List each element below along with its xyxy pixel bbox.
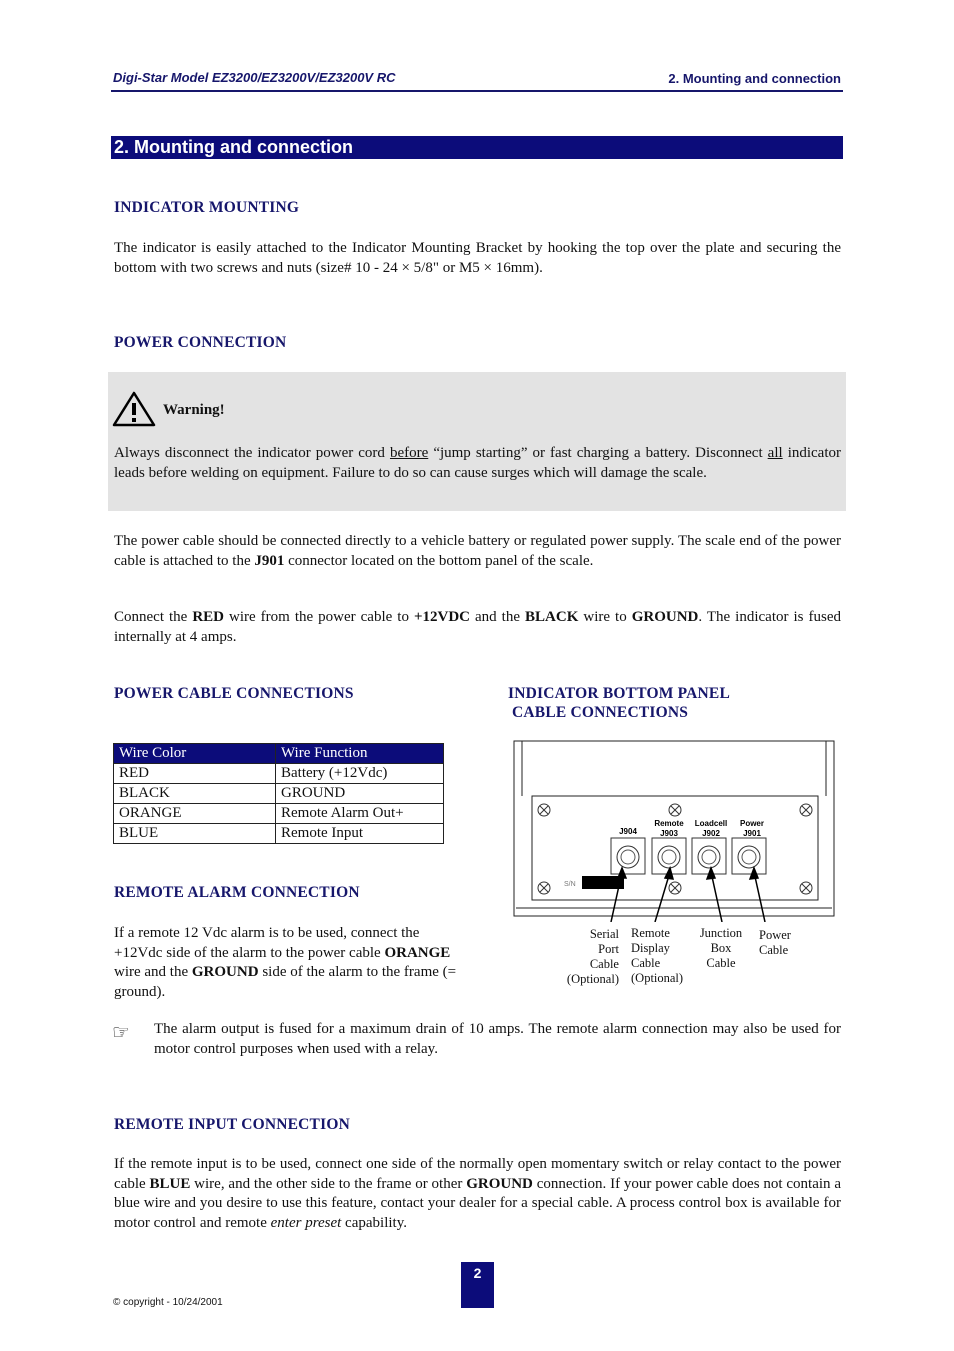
warning-text: Always disconnect the indicator power cord before “jump starting” or fast charging a battery. Disconnect all indicator leads before welding on equipment. Failure to do so can cause surges which will damage the scale. <box>114 445 842 481</box>
connector-label: J902 <box>702 829 720 838</box>
table-header-cell: Wire Function <box>276 744 444 764</box>
header-rule <box>111 90 843 92</box>
remote-alarm-note: The alarm output is fused for a maximum drain of 10 amps. The remote alarm connection may also be used for motor control purposes when used with a relay. <box>154 1021 841 1057</box>
indicator-mounting-text: The indicator is easily attached to the Indicator Mounting Bracket by hooking the top over the plate and securing the bottom with two screws and nuts (size# 10 - 24 × 5/8" or M5 × 16mm). <box>114 240 841 276</box>
table-cell: Battery (+12Vdc) <box>276 764 444 784</box>
callout-serial-port: Serial Port Cable (Optional) <box>566 927 619 986</box>
warning-title: Warning! <box>163 402 225 418</box>
header-title: Digi-Star Model EZ3200/EZ3200V/EZ3200V RC <box>113 70 396 85</box>
power-cable-table <box>113 743 444 844</box>
table-row <box>114 804 444 824</box>
indicator-mounting-heading: INDICATOR MOUNTING <box>114 199 300 216</box>
bottom-panel-heading-2: CABLE CONNECTIONS <box>512 704 689 721</box>
power-para-1: The power cable should be connected directly to a vehicle battery or regulated power supply. The scale end of the power cable is attached to the J901 connector located on the bottom panel of the scale. <box>114 533 841 569</box>
connector-label: J903 <box>660 829 678 838</box>
warning-box <box>108 372 846 511</box>
table-cell: BLUE <box>114 824 276 844</box>
connector-label: Remote <box>654 819 684 828</box>
table-cell: RED <box>114 764 276 784</box>
connector-label: Power <box>739 819 765 828</box>
table-cell: ORANGE <box>114 804 276 824</box>
connector-label: Loadcell <box>694 819 728 828</box>
remote-input-heading: REMOTE INPUT CONNECTION <box>114 1116 350 1133</box>
remote-alarm-text: If a remote 12 Vdc alarm is to be used, connect the +12Vdc side of the alarm to the power cable ORANGE wire and the GROUND side of the alarm to the frame (= ground). <box>114 925 457 1000</box>
connector-label: J901 <box>743 829 761 838</box>
table-header-cell: Wire Color <box>114 744 276 764</box>
table-cell: Remote Input <box>276 824 444 844</box>
table-cell: Remote Alarm Out+ <box>276 804 444 824</box>
pointing-hand-icon: ☞ <box>112 1020 130 1044</box>
table-cell: BLACK <box>114 784 276 804</box>
copyright: © copyright - 10/24/2001 <box>113 1297 223 1308</box>
warning-triangle-icon <box>112 390 156 428</box>
callout-remote-display: Remote Display Cable (Optional) <box>631 926 684 985</box>
connector-label: J904 <box>619 827 637 836</box>
table-row <box>114 784 444 804</box>
copyright-icon: © <box>113 1297 121 1308</box>
bottom-panel-diagram <box>512 740 838 922</box>
remote-input-text: If the remote input is to be used, connect one side of the normally open momentary switch or relay contact to the power cable BLUE wire, and the other side to the frame or other GROUND connection. If your power cable does not contain a blue wire and you desire to use this feature, contact your dealer for a special cable. A process control box is available for motor control and remote enter preset capability. <box>114 1156 842 1231</box>
bottom-panel-heading-1: INDICATOR BOTTOM PANEL <box>508 685 731 702</box>
callout-junction-box: Junction Box Cable <box>699 926 743 970</box>
remote-alarm-heading: REMOTE ALARM CONNECTION <box>114 884 360 901</box>
table-row <box>114 824 444 844</box>
callout-power: Power Cable <box>759 928 791 957</box>
power-para-2: Connect the RED wire from the power cable to +12VDC and the BLACK wire to GROUND. The indicator is fused internally at 4 amps. <box>114 609 841 645</box>
table-cell: GROUND <box>276 784 444 804</box>
page-number: 2 <box>461 1262 494 1308</box>
section-title: 2. Mounting and connection <box>111 136 843 159</box>
table-row <box>114 764 444 784</box>
power-cable-heading: POWER CABLE CONNECTIONS <box>114 685 354 702</box>
header-section: 2. Mounting and connection <box>668 71 841 86</box>
serial-number-label: S/N <box>564 881 576 888</box>
power-connection-heading: POWER CONNECTION <box>114 334 287 351</box>
